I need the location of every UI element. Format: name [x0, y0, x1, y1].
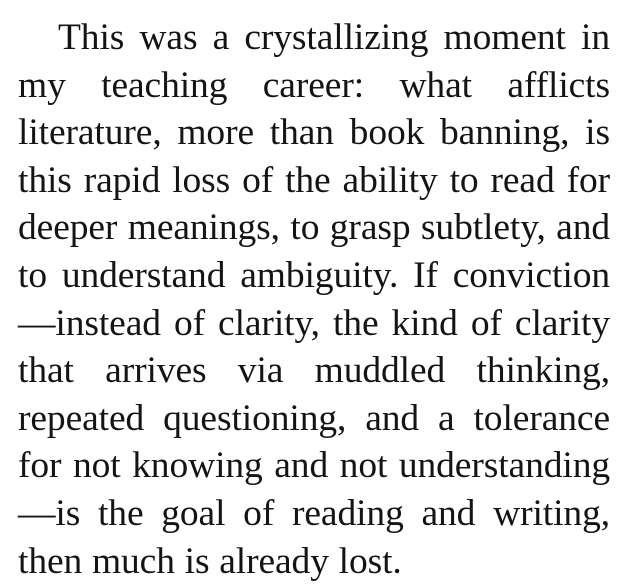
paragraph-text: This was a crystallizing moment in my teaching career: what afflicts literature, more than book banning, is this rapid loss of the ability to read for deeper meanings, to grasp subtlety, and to understand ambiguity. If conviction—instead of clarity, the kind of clarity that arrives via muddled thinking, repeated questioning, and a tolerance for not knowing and not understanding—is the goal of reading and writing, then much is already lost. [18, 17, 620, 582]
body-paragraph [18, 14, 620, 585]
